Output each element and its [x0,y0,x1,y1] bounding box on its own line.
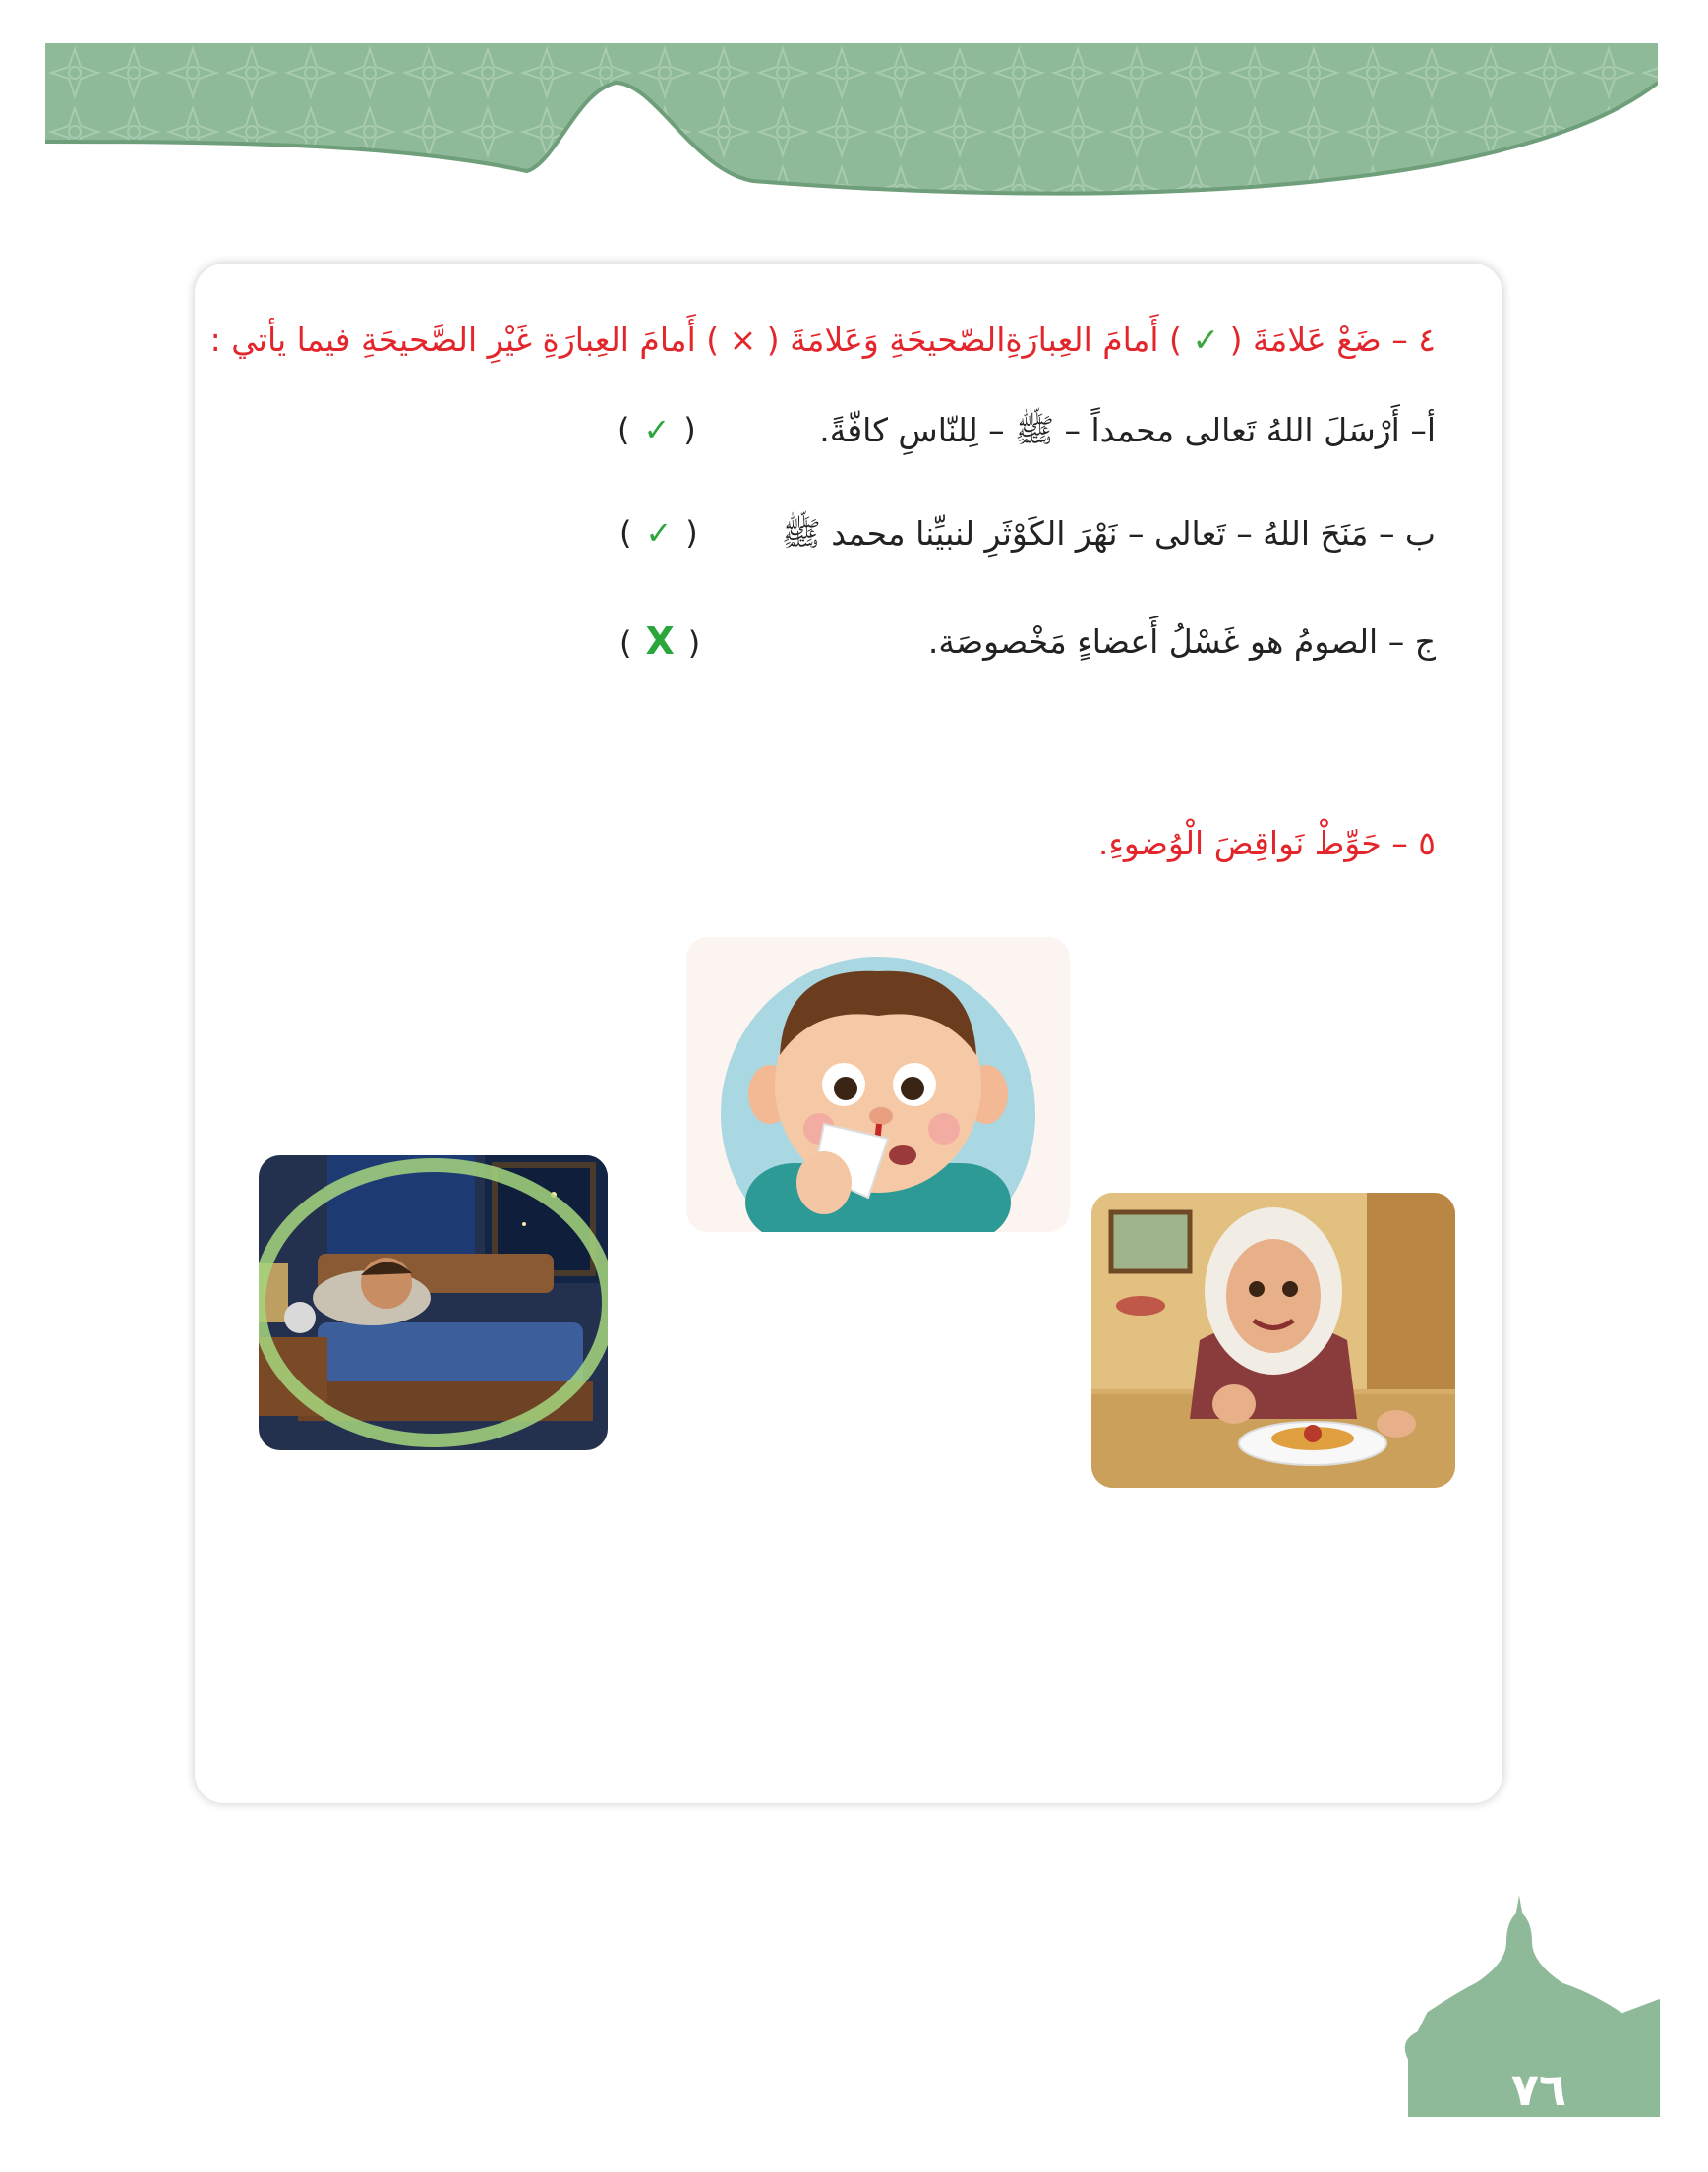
answer-slot-c[interactable]: ( X ) [619,619,701,663]
question-4-item-b: ب – مَنَحَ اللهُ – تَعالى – نَهْرَ الكَوْثَرِ لنبيِّنا محمد ﷺ [781,514,1436,553]
question-4-title-part2: ) أَمامَ العِبارَةِالصّحيحَةِ وَعَلامَةَ ( × ) أَمامَ العِبارَةِ غَيْرِ الصَّحيحَةِ فيما يأتي : [209,321,1182,359]
question-5-title: ٥ – حَوِّطْ نَواقِضَ الْوُضوءِ. [1097,824,1436,862]
answer-mark-c: X [645,619,675,663]
answer-slot-b[interactable]: ( ✓ ) [619,514,698,552]
content-card [195,264,1502,1803]
boy-nosebleed-image[interactable] [686,937,1070,1232]
answer-mark-a: ✓ [643,411,671,448]
question-4-title [210,321,1436,359]
selection-circle [259,1155,608,1450]
answer-slot-a[interactable]: ( ✓ ) [618,411,696,448]
question-4-item-c: ج – الصومُ هو غَسْلُ أَعضاءٍ مَخْصوصَة. [927,622,1436,661]
question-4-title-part1: ٤ – ضَعْ عَلامَةَ ( [1229,321,1436,359]
top-decorative-banner [45,43,1658,201]
check-icon: ✓ [1192,321,1220,359]
girl-eating-image[interactable] [1091,1193,1455,1488]
boy-sleeping-image[interactable] [259,1155,608,1450]
answer-mark-b: ✓ [645,514,673,552]
page-number: ٧٦ [1510,2063,1567,2116]
question-4-item-a: أ– أَرْسَلَ اللهُ تَعالى محمداً – ﷺ – لِلنّاسِ كافّةً. [819,411,1436,449]
